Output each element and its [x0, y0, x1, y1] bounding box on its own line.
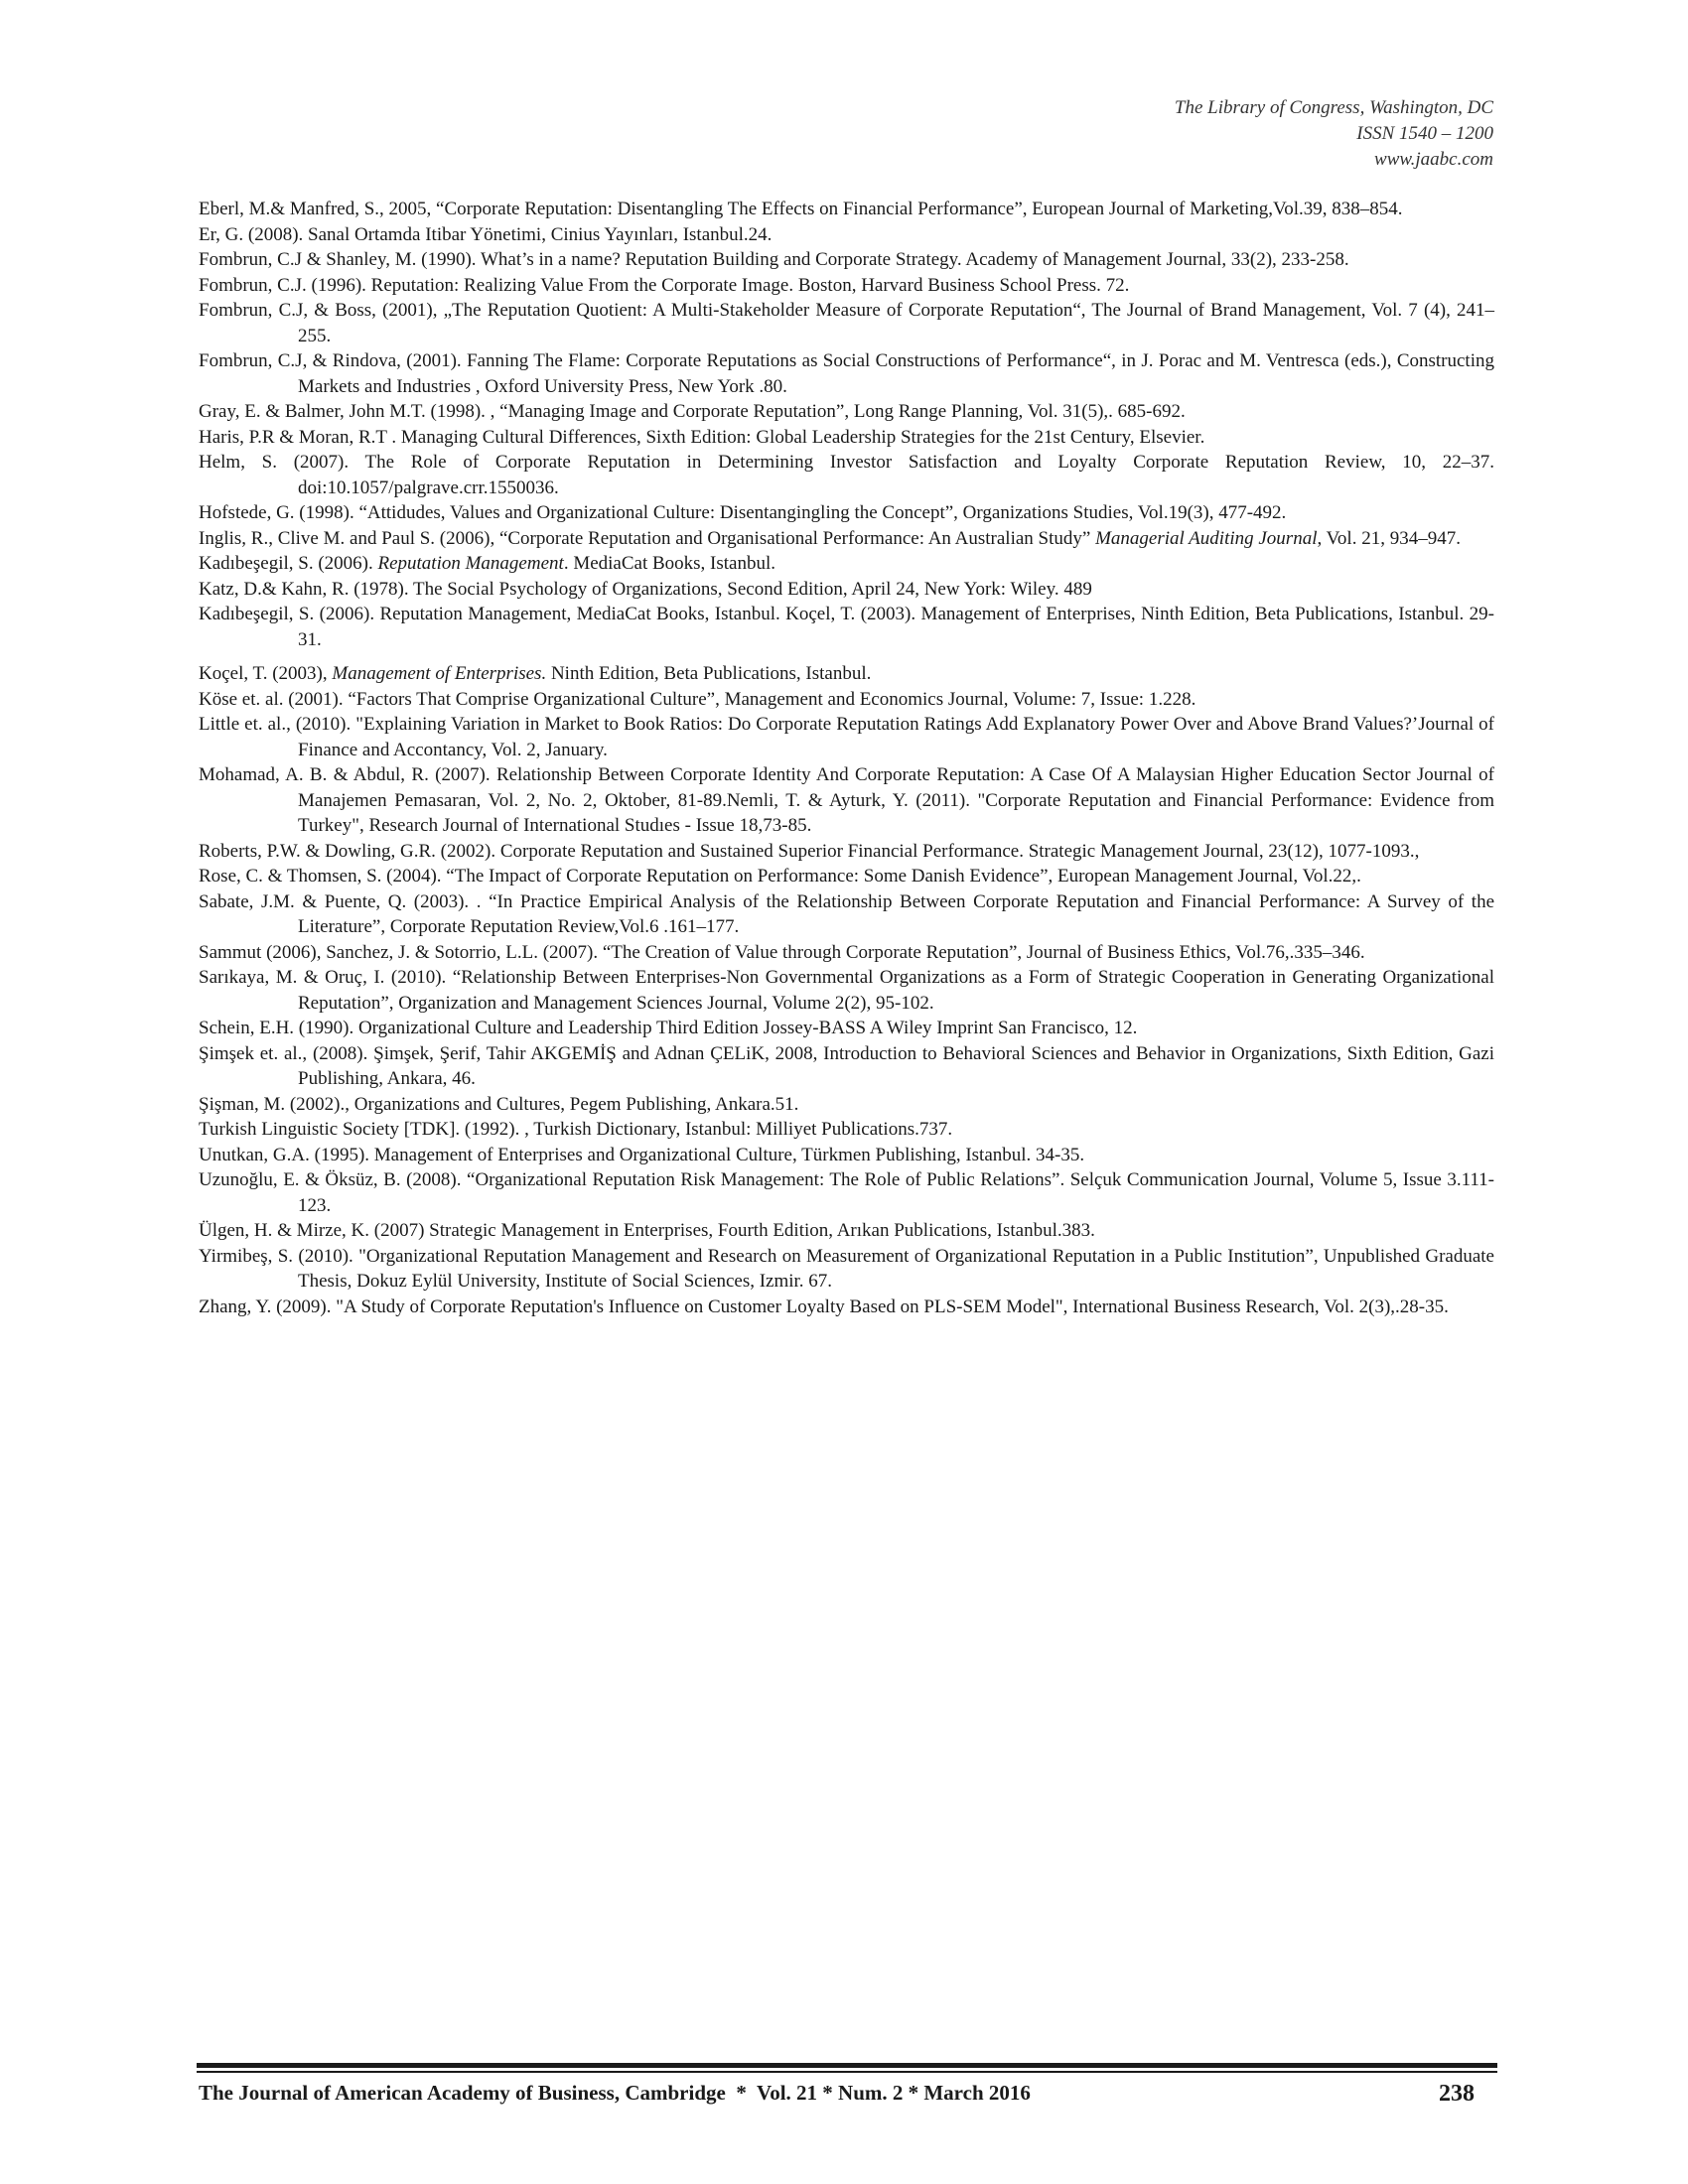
footer-rule-thin — [197, 2071, 1497, 2073]
footer-rule-thick — [197, 2063, 1497, 2068]
reference-item: Yirmibeş, S. (2010). "Organizational Reputation Management and Research on Measurement of Organizational Reputation in a Public Institution”, Unpublished Graduate Thesis, Dokuz Eylül University, Institute of Social Sciences, Izmir. 67. — [199, 1245, 1494, 1292]
header-issn: ISSN 1540 – 1200 — [1356, 123, 1493, 144]
page-number: 238 — [1439, 2081, 1475, 2107]
reference-item: Katz, D.& Kahn, R. (1978). The Social Psychology of Organizations, Second Edition, April 24, New York: Wiley. 489 — [199, 578, 1092, 600]
reference-item: Fombrun, C.J. (1996). Reputation: Realizing Value From the Corporate Image. Boston, Harvard Business School Press. 72. — [199, 274, 1130, 296]
reference-item: Turkish Linguistic Society [TDK]. (1992). , Turkish Dictionary, Istanbul: Milliyet Publications.737. — [199, 1119, 953, 1140]
reference-item: Helm, S. (2007). The Role of Corporate Reputation in Determining Investor Satisfaction and Loyalty Corporate Reputation Review, 10, 22–37. doi:10.1057/palgrave.crr.1550036. — [199, 452, 1494, 498]
reference-text: Kadıbeşegil, S. (2006). — [199, 553, 378, 574]
reference-source-italic: Management of Enterprises. — [332, 663, 547, 684]
running-header — [798, 95, 1493, 173]
reference-item: Şişman, M. (2002)., Organizations and Cultures, Pegem Publishing, Ankara.51. — [199, 1093, 799, 1115]
reference-item: Unutkan, G.A. (1995). Management of Enterprises and Organizational Culture, Türkmen Publishing, Istanbul. 34-35. — [199, 1144, 1085, 1165]
reference-item: Uzunoğlu, E. & Öksüz, B. (2008). “Organizational Reputation Risk Management: The Role of Public Relations”. Selçuk Communication Journal, Volume 5, Issue 3.111-123. — [199, 1169, 1494, 1216]
reference-item: Sarıkaya, M. & Oruç, I. (2010). “Relationship Between Enterprises-Non Governmental Organizations as a Form of Strategic Cooperation in Generating Organizational Reputation”, Organization and Management Sciences Journal, Volume 2(2), 95-102. — [199, 967, 1494, 1014]
reference-item: Haris, P.R & Moran, R.T . Managing Cultural Differences, Sixth Edition: Global Leadership Strategies for the 21st Century, Elsevier. — [199, 426, 1205, 448]
reference-text: Ninth Edition, Beta Publications, Istanbul. — [546, 663, 872, 684]
reference-item: Sammut (2006), Sanchez, J. & Sotorrio, L.L. (2007). “The Creation of Value through Corporate Reputation”, Journal of Business Ethics, Vol.76,.335–346. — [199, 941, 1365, 963]
reference-item: Schein, E.H. (1990). Organizational Culture and Leadership Third Edition Jossey-BASS A Wiley Imprint San Francisco, 12. — [199, 1018, 1138, 1038]
running-footer — [199, 2081, 1494, 2111]
reference-item: Fombrun, C.J, & Boss, (2001), „The Reputation Quotient: A Multi-Stakeholder Measure of Corporate Reputation“, The Journal of Brand Management, Vol. 7 (4), 241–255. — [199, 300, 1494, 346]
reference-text: Koçel, T. (2003), — [199, 663, 333, 684]
reference-item: Şimşek et. al., (2008). Şimşek, Şerif, Tahir AKGEMİŞ and Adnan ÇELiK, 2008, Introduction to Behavioral Sciences and Behavior in Organizations, Sixth Edition, Gazi Publishing, Ankara, 46. — [199, 1042, 1494, 1089]
reference-item: Kadıbeşegil, S. (2006). Reputation Management, MediaCat Books, Istanbul. Koçel, T. (2003). Management of Enterprises, Ninth Edition, Beta Publications, Istanbul. 29-31. — [199, 604, 1494, 650]
reference-list — [199, 197, 1494, 1319]
reference-item: Er, G. (2008). Sanal Ortamda Itibar Yönetimi, Cinius Yayınları, Istanbul.24. — [199, 223, 773, 245]
reference-item — [199, 526, 1494, 552]
reference-item: Mohamad, A. B. & Abdul, R. (2007). Relationship Between Corporate Identity And Corporate Reputation: A Case Of A Malaysian Higher Education Sector Journal of Manajemen Pemasaran, Vol. 2, No. 2, Oktober, 81-89.Nemli, T. & Ayturk, Y. (2011). "Corporate Reputation and Financial Performance: Evidence from Turkey", Research Journal of International Studıes - Issue 18,73-85. — [199, 764, 1494, 836]
reference-item: Köse et. al. (2001). “Factors That Comprise Organizational Culture”, Management and Economics Journal, Volume: 7, Issue: 1.228. — [199, 688, 1196, 710]
reference-text: Inglis, R., Clive M. and Paul S. (2006), “Corporate Reputation and Organisational Performance: An Australian Study” — [199, 527, 1096, 549]
reference-item: Fombrun, C.J & Shanley, M. (1990). What’s in a name? Reputation Building and Corporate Strategy. Academy of Management Journal, 33(2), 233-258. — [199, 249, 1349, 270]
reference-item: Little et. al., (2010). "Explaining Variation in Market to Book Ratios: Do Corporate Reputation Ratings Add Explanatory Power Over and Above Brand Values?’Journal of Finance and Accontancy, Vol. 2, January. — [199, 714, 1494, 760]
header-library: The Library of Congress, Washington, DC — [1174, 97, 1493, 118]
header-website: www.jaabc.com — [1374, 149, 1493, 170]
reference-item — [199, 661, 1494, 687]
reference-item: Rose, C. & Thomsen, S. (2004). “The Impact of Corporate Reputation on Performance: Some Danish Evidence”, European Management Journal, Vol.22,. — [199, 866, 1361, 887]
reference-text: . MediaCat Books, Istanbul. — [563, 553, 776, 574]
reference-item — [199, 551, 1494, 577]
footer-journal-info: The Journal of American Academy of Business, Cambridge * Vol. 21 * Num. 2 * March 2016 — [199, 2081, 1031, 2105]
reference-source-italic: Managerial Auditing Journal — [1095, 527, 1318, 549]
reference-source-italic: Reputation Management — [377, 553, 564, 574]
reference-text: , Vol. 21, 934–947. — [1317, 527, 1461, 549]
reference-item: Eberl, M.& Manfred, S., 2005, “Corporate Reputation: Disentangling The Effects on Financial Performance”, European Journal of Marketing,Vol.39, 838–854. — [199, 199, 1403, 219]
reference-item: Hofstede, G. (1998). “Attidudes, Values and Organizational Culture: Disentangingling the Concept”, Organizations Studies, Vol.19(3), 477-492. — [199, 502, 1287, 523]
reference-item: Fombrun, C.J, & Rindova, (2001). Fanning The Flame: Corporate Reputations as Social Constructions of Performance“, in J. Porac and M. Ventresca (eds.), Constructing Markets and Industries , Oxford University Press, New York .80. — [199, 350, 1494, 397]
reference-item: Gray, E. & Balmer, John M.T. (1998). , “Managing Image and Corporate Reputation”, Long Range Planning, Vol. 31(5),. 685-692. — [199, 401, 1186, 422]
reference-item: Zhang, Y. (2009). "A Study of Corporate Reputation's Influence on Customer Loyalty Based on PLS-SEM Model", International Business Research, Vol. 2(3),.28-35. — [199, 1296, 1449, 1317]
reference-item: Ülgen, H. & Mirze, K. (2007) Strategic Management in Enterprises, Fourth Edition, Arıkan Publications, Istanbul.383. — [199, 1220, 1095, 1241]
reference-item: Sabate, J.M. & Puente, Q. (2003). . “In Practice Empirical Analysis of the Relationship Between Corporate Reputation and Financial Performance: A Survey of the Literature”, Corporate Reputation Review,Vol.6 .161–177. — [199, 890, 1494, 937]
reference-item: Roberts, P.W. & Dowling, G.R. (2002). Corporate Reputation and Sustained Superior Financial Performance. Strategic Management Journal, 23(12), 1077-1093., — [199, 840, 1420, 862]
